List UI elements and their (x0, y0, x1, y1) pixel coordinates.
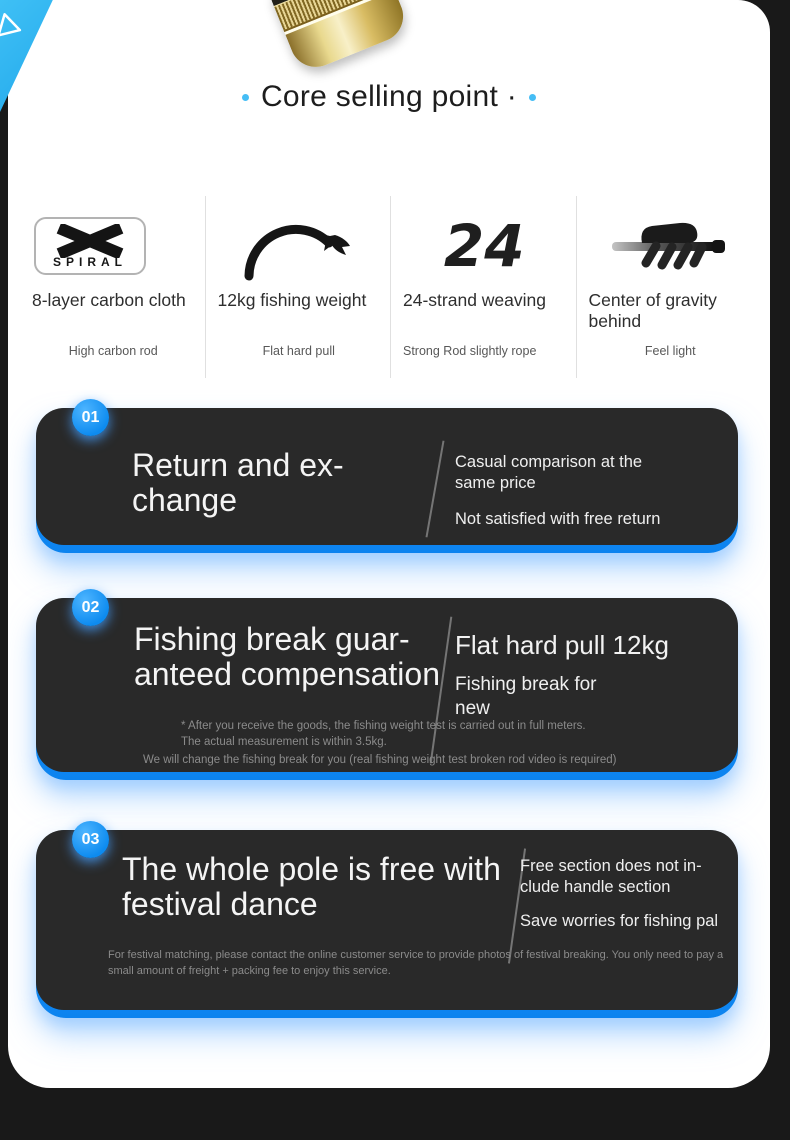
card-title (132, 448, 344, 518)
feature-title: 12kg fishing weight (217, 290, 367, 310)
feature-subtitle: Strong Rod slightly rope (403, 344, 537, 358)
page-title: Core selling point · (260, 80, 518, 113)
icon-box (218, 208, 381, 284)
number-24-icon: 24 (443, 212, 525, 280)
spiral-logo-text: SPIRAL (52, 254, 127, 269)
gold-rod-end-cap-image (267, 0, 411, 75)
content-sheet (8, 0, 770, 1088)
divider-slash (426, 441, 445, 538)
feature-carbon-cloth (20, 196, 206, 378)
card-right-text: clude handle section (520, 878, 671, 897)
triangle-outline-icon (0, 9, 23, 39)
card-body (36, 598, 738, 772)
benefit-card-break-compensation (36, 598, 738, 780)
card-fine-print: For festival matching, please contact the online customer service to provide photos of festival breaking. You only need to pay a small amount of freight + packing fee to enjoy this service. (108, 949, 724, 977)
x-spiral-logo-icon (34, 217, 146, 275)
card-right-secondary: Save worries for fishing pal (520, 911, 719, 930)
card-right-primary: Flat hard pull 12kg (455, 630, 669, 660)
card-body (36, 830, 738, 1010)
feature-subtitle: Feel light (644, 344, 696, 358)
card-title-line: festival dance (122, 886, 318, 923)
feature-title: 24-strand weaving (403, 290, 546, 310)
badge-02: 02 (72, 589, 109, 626)
feature-strand-weaving (391, 196, 577, 378)
hand-grip-rod-icon (612, 218, 728, 274)
card-right-column (520, 856, 718, 932)
card-title-line: anteed compensation (134, 656, 440, 693)
note-line: The actual measurement is within 3.5kg. (181, 736, 387, 749)
badge-01: 01 (72, 399, 109, 436)
card-title (134, 622, 440, 692)
badge-03: 03 (72, 821, 109, 858)
card-right-secondary: Fishing break for new (455, 674, 597, 719)
card-right-column (455, 452, 680, 530)
feature-subtitle: Flat hard pull (262, 344, 335, 358)
benefit-card-festival-replacement (36, 830, 738, 1018)
card-right-column (455, 630, 669, 721)
card-fine-print (36, 718, 738, 768)
card-title-line: change (132, 482, 237, 519)
card-body (36, 408, 738, 545)
card-title-line: Fishing break guar- (134, 621, 410, 657)
feature-row (20, 196, 762, 378)
section-header (8, 80, 770, 114)
note-line: We will change the fishing break for you (real fishing weight test broken rod video is required) (143, 754, 617, 767)
feature-title: Center of gravity behind (588, 290, 717, 332)
title-dot-right-icon (529, 94, 536, 101)
feature-center-gravity (577, 196, 763, 378)
note-line: * After you receive the goods, the fishing weight test is carried out in full meters. (181, 720, 586, 732)
card-right-text: Free section does not in- (520, 857, 702, 875)
icon-box (32, 208, 195, 284)
feature-fishing-weight (206, 196, 392, 378)
icon-box (589, 208, 753, 284)
card-title (122, 852, 501, 922)
card-right-text: Casual comparison at the same price (455, 453, 643, 493)
feature-subtitle: High carbon rod (68, 344, 158, 358)
title-dot-left-icon (242, 94, 249, 101)
card-title-line: Return and ex- (132, 447, 344, 483)
card-title-line: The whole pole is free with (122, 851, 501, 887)
feature-title: 8-layer carbon cloth (32, 290, 186, 310)
bent-rod-fish-icon (239, 210, 359, 282)
card-right-text: Not satisfied with free return (455, 510, 661, 529)
benefit-card-return-exchange (36, 408, 738, 553)
icon-box (403, 208, 566, 284)
x-glyph-icon (54, 224, 126, 258)
